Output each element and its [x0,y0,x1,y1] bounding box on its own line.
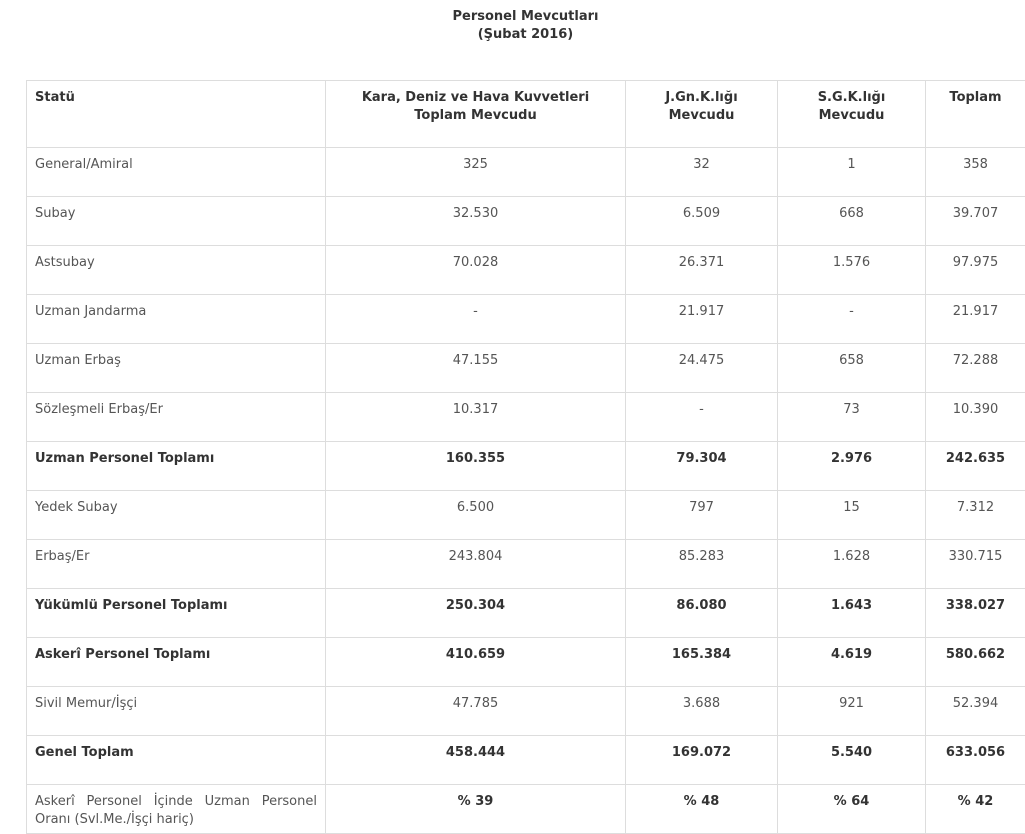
cell-sgk: 1 [778,148,926,197]
cell-sgk: 1.628 [778,540,926,589]
table-row [27,638,1025,687]
cell-kkk: 10.317 [326,393,626,442]
personnel-table [26,80,1025,834]
cell-kkk: 47.785 [326,687,626,736]
row-label: Askerî Personel İçinde Uzman Personel Oranı (Svl.Me./İşçi hariç) [27,785,326,834]
cell-jgnk: 6.509 [626,197,778,246]
cell-sgk: 73 [778,393,926,442]
row-label: Genel Toplam [27,736,326,785]
row-label: Sözleşmeli Erbaş/Er [27,393,326,442]
cell-sgk: 5.540 [778,736,926,785]
cell-kkk: 458.444 [326,736,626,785]
cell-sgk: 658 [778,344,926,393]
table-row [27,246,1025,295]
cell-jgnk: 26.371 [626,246,778,295]
cell-kkk: 243.804 [326,540,626,589]
header-total: Toplam [926,81,1025,148]
cell-total: 7.312 [926,491,1025,540]
row-label: Erbaş/Er [27,540,326,589]
table-row [27,589,1025,638]
cell-sgk: 921 [778,687,926,736]
cell-jgnk: 86.080 [626,589,778,638]
table-row [27,344,1025,393]
header-status: Statü [27,81,326,148]
cell-jgnk: 3.688 [626,687,778,736]
cell-total: 10.390 [926,393,1025,442]
table-row [27,785,1025,834]
cell-jgnk: % 48 [626,785,778,834]
cell-total: 580.662 [926,638,1025,687]
table-row [27,197,1025,246]
row-label: Subay [27,197,326,246]
table-row [27,736,1025,785]
cell-kkk: 6.500 [326,491,626,540]
table-row [27,295,1025,344]
row-label: Yükümlü Personel Toplamı [27,589,326,638]
table-row [27,687,1025,736]
cell-total: 330.715 [926,540,1025,589]
cell-kkk: 250.304 [326,589,626,638]
row-label: Uzman Personel Toplamı [27,442,326,491]
cell-total: 39.707 [926,197,1025,246]
table-row [27,393,1025,442]
cell-total: 72.288 [926,344,1025,393]
table-row [27,540,1025,589]
header-kkk-total: Kara, Deniz ve Hava Kuvvetleri Toplam Mevcudu [326,81,626,148]
header-jgnk: J.Gn.K.lığı Mevcudu [626,81,778,148]
header-sgk: S.G.K.lığı Mevcudu [778,81,926,148]
cell-sgk: 668 [778,197,926,246]
cell-jgnk: 79.304 [626,442,778,491]
row-label: Yedek Subay [27,491,326,540]
cell-sgk: - [778,295,926,344]
row-label: Astsubay [27,246,326,295]
cell-sgk: 2.976 [778,442,926,491]
cell-kkk: 70.028 [326,246,626,295]
cell-jgnk: 165.384 [626,638,778,687]
cell-kkk: 410.659 [326,638,626,687]
cell-kkk: 32.530 [326,197,626,246]
page-title [0,8,1025,44]
cell-kkk: % 39 [326,785,626,834]
row-label: Askerî Personel Toplamı [27,638,326,687]
cell-total: % 42 [926,785,1025,834]
cell-kkk: - [326,295,626,344]
row-label: Sivil Memur/İşçi [27,687,326,736]
cell-jgnk: 85.283 [626,540,778,589]
cell-jgnk: 32 [626,148,778,197]
cell-sgk: 1.643 [778,589,926,638]
table-row [27,491,1025,540]
cell-sgk: % 64 [778,785,926,834]
cell-jgnk: - [626,393,778,442]
title-line-1: Personel Mevcutları [0,8,1025,26]
cell-total: 242.635 [926,442,1025,491]
cell-jgnk: 797 [626,491,778,540]
cell-sgk: 15 [778,491,926,540]
cell-total: 52.394 [926,687,1025,736]
cell-jgnk: 21.917 [626,295,778,344]
cell-jgnk: 169.072 [626,736,778,785]
cell-total: 21.917 [926,295,1025,344]
row-label: General/Amiral [27,148,326,197]
cell-jgnk: 24.475 [626,344,778,393]
cell-sgk: 1.576 [778,246,926,295]
cell-sgk: 4.619 [778,638,926,687]
cell-total: 633.056 [926,736,1025,785]
table-row [27,148,1025,197]
cell-total: 97.975 [926,246,1025,295]
cell-total: 358 [926,148,1025,197]
cell-kkk: 160.355 [326,442,626,491]
row-label: Uzman Erbaş [27,344,326,393]
table-header-row [27,81,1025,148]
table-row [27,442,1025,491]
title-line-2: (Şubat 2016) [0,26,1025,44]
cell-kkk: 47.155 [326,344,626,393]
cell-kkk: 325 [326,148,626,197]
row-label: Uzman Jandarma [27,295,326,344]
cell-total: 338.027 [926,589,1025,638]
